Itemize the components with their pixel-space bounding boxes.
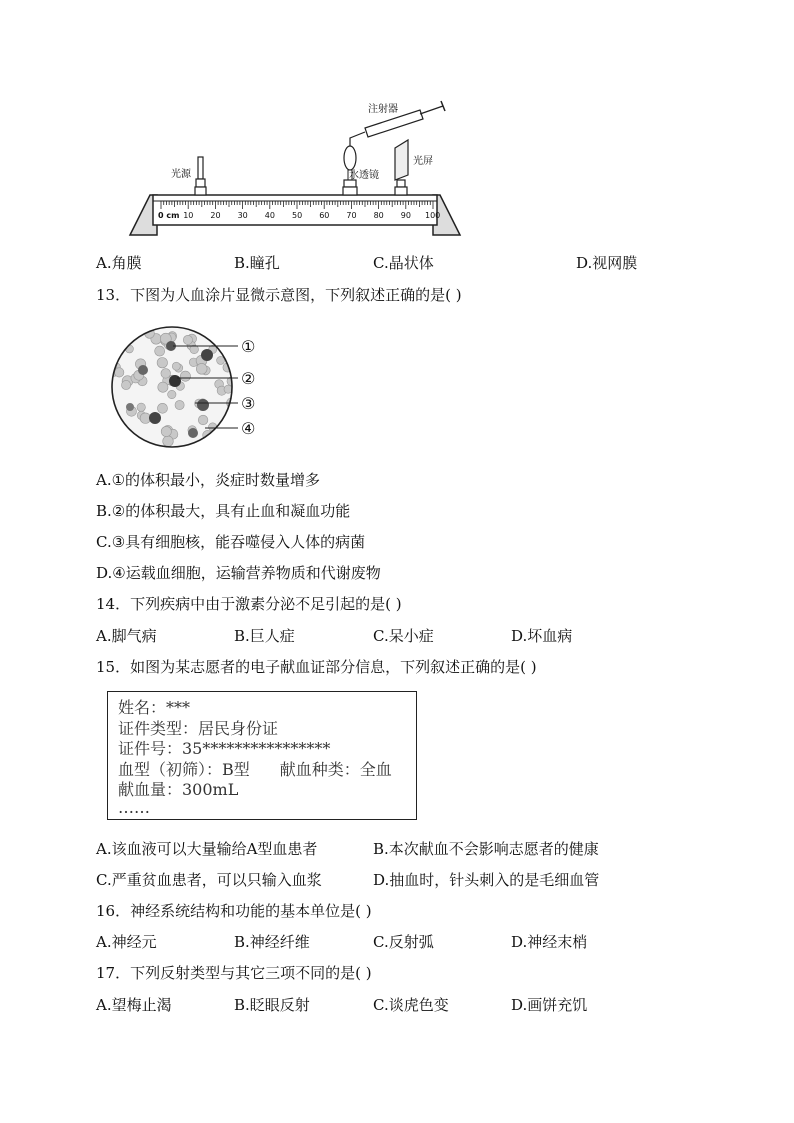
screen-label: 光屏 (413, 156, 433, 167)
q12-option-c: C.晶状体 (373, 254, 434, 272)
ruler-tick-label: 100 (425, 211, 441, 220)
card-donation-type: 献血种类：全血 (279, 759, 392, 779)
red-blood-cell (161, 369, 171, 379)
red-blood-cell (158, 403, 168, 413)
ruler-tick-label: 40 (264, 211, 275, 220)
q13-option-a: A.①的体积最小，炎症时数量增多 (96, 471, 321, 489)
syringe-label: 注射器 (368, 104, 398, 115)
q14-option-d: D.坏血病 (511, 627, 573, 645)
card-more: …… (118, 797, 150, 817)
q16-option-b: B.神经纤维 (234, 933, 310, 951)
red-blood-cell (122, 380, 131, 389)
ruler-tick-label: 80 (373, 211, 384, 220)
card-id-number: 证件号：35**************** (118, 739, 331, 758)
red-blood-cell (224, 431, 235, 442)
q14-stem: 14．下列疾病中由于激素分泌不足引起的是( ) (96, 595, 402, 613)
marker-2: ② (241, 369, 256, 388)
red-blood-cell (157, 358, 167, 368)
q16-option-c: C.反射弧 (373, 933, 434, 951)
q17-option-d: D.画饼充饥 (511, 996, 588, 1014)
card-blood-row (118, 760, 406, 781)
red-blood-cell (168, 390, 176, 398)
q17-option-a: A.望梅止渴 (96, 996, 172, 1014)
red-blood-cell (196, 363, 207, 374)
red-blood-cell (118, 426, 128, 436)
optics-apparatus-drawing (125, 100, 470, 240)
q17-stem: 17．下列反射类型与其它三项不同的是( ) (96, 964, 372, 982)
blood-donation-card (107, 691, 417, 820)
red-blood-cell (175, 400, 184, 409)
ruler-tick-label: 70 (346, 211, 357, 220)
blood-smear-figure (105, 325, 270, 450)
red-blood-cell (180, 371, 190, 381)
q15-option-c: C.严重贫血患者，可以只输入血浆 (96, 871, 322, 889)
red-blood-cell (109, 412, 118, 421)
card-blood-type: 血型（初筛）：B型 (118, 759, 250, 779)
red-blood-cell (115, 368, 124, 377)
ruler-tick-label: 30 (237, 211, 248, 220)
marker-1: ① (241, 337, 256, 356)
ruler-zero-label: 0 cm (158, 211, 180, 220)
q15-option-d: D.抽血时，针头刺入的是毛细血管 (373, 871, 600, 889)
ruler-tick-label: 60 (319, 211, 330, 220)
ruler-tick-label: 50 (292, 211, 303, 220)
q13-option-d: D.④运载血细胞，运输营养物质和代谢废物 (96, 564, 381, 582)
red-blood-cell (224, 385, 232, 393)
marker-4: ④ (241, 419, 256, 438)
red-blood-cell (155, 346, 165, 356)
q17-option-c: C.谈虎色变 (373, 996, 449, 1014)
water-lens-label: 水透镜 (349, 170, 379, 181)
ruler-tick-label: 90 (400, 211, 411, 220)
red-blood-cell (114, 433, 125, 444)
q16-option-a: A.神经元 (96, 933, 157, 951)
optics-apparatus-figure (125, 100, 470, 240)
q12-option-b: B.瞳孔 (234, 254, 280, 272)
q17-option-b: B.眨眼反射 (234, 996, 310, 1014)
card-id-type: 证件类型：居民身份证 (118, 718, 279, 738)
red-blood-cell (163, 436, 174, 447)
q15-stem: 15．如图为某志愿者的电子献血证部分信息，下列叙述正确的是( ) (96, 658, 537, 676)
q13-stem: 13．下图为人血涂片显微示意图，下列叙述正确的是( ) (96, 286, 462, 304)
red-blood-cell (209, 423, 217, 431)
q13-option-b: B.②的体积最大，具有止血和凝血功能 (96, 502, 351, 520)
q14-option-a: A.脚气病 (96, 627, 157, 645)
ruler-tick-label: 10 (183, 211, 194, 220)
red-blood-cell (118, 328, 128, 338)
red-blood-cell (198, 415, 208, 425)
q16-option-d: D.神经末梢 (511, 933, 588, 951)
red-blood-cell (137, 403, 145, 411)
red-blood-cell (161, 426, 171, 436)
q14-option-c: C.呆小症 (373, 627, 434, 645)
red-blood-cell (118, 432, 127, 441)
light-source-label: 光源 (171, 169, 191, 180)
red-blood-cell (158, 382, 168, 392)
q14-option-b: B.巨人症 (234, 627, 295, 645)
q13-option-c: C.③具有细胞核，能吞噬侵入人体的病菌 (96, 533, 366, 551)
ruler-tick-label: 20 (210, 211, 221, 220)
red-blood-cell (119, 334, 128, 343)
blood-smear-drawing (105, 325, 270, 450)
q15-option-a: A.该血液可以大量输给A型血患者 (96, 840, 318, 858)
q15-option-b: B.本次献血不会影响志愿者的健康 (373, 840, 599, 858)
red-blood-cell (172, 362, 180, 370)
card-name: 姓名：*** (118, 698, 191, 717)
q16-stem: 16．神经系统结构和功能的基本单位是( ) (96, 902, 372, 920)
red-blood-cell (183, 335, 192, 344)
card-volume: 献血量：300mL (118, 780, 239, 799)
q12-option-a: A.角膜 (96, 254, 142, 272)
q12-option-d: D.视网膜 (576, 254, 638, 272)
marker-3: ③ (241, 394, 256, 413)
